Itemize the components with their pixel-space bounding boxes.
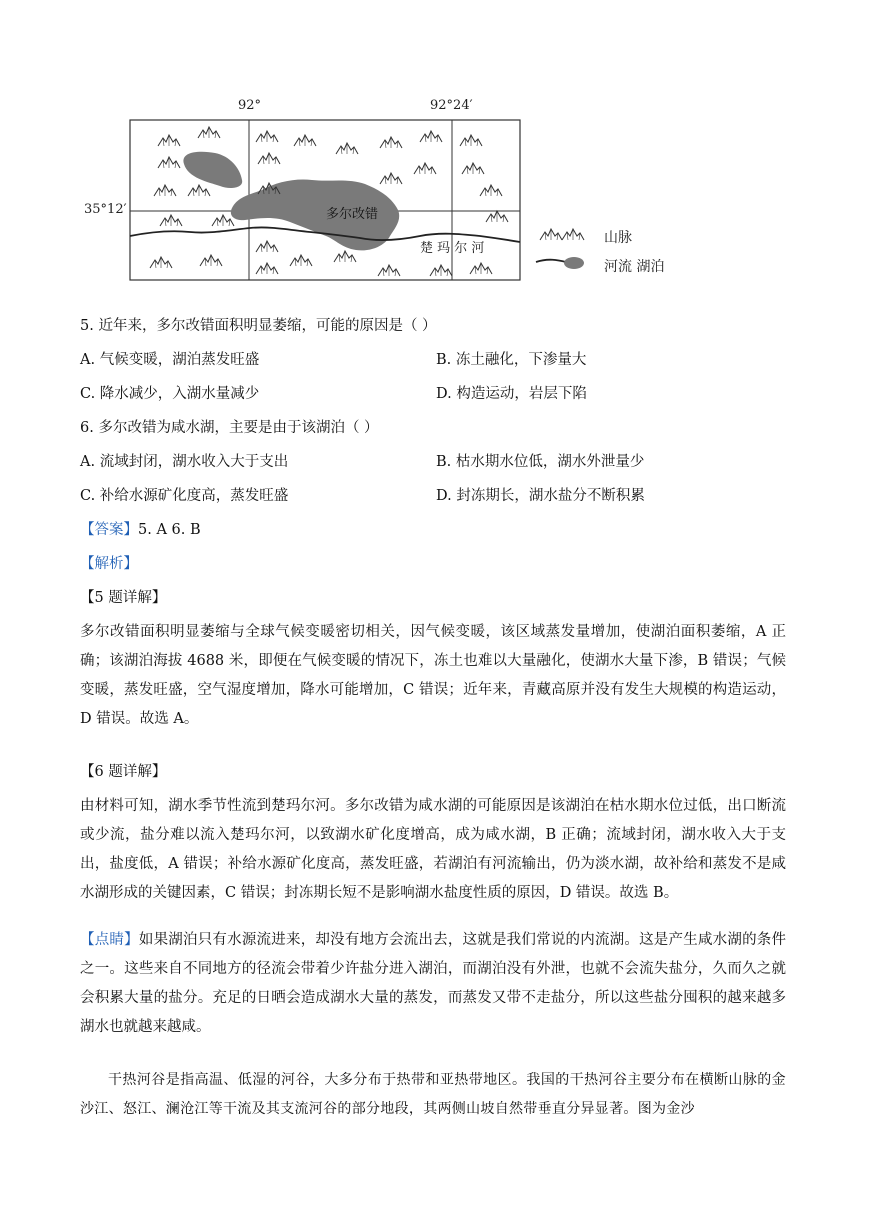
tip-tag: 【点睛】 xyxy=(80,932,139,948)
detail6-heading: 【6 题详解】 xyxy=(80,764,167,780)
answer-text: 5. A 6. B xyxy=(138,522,201,538)
q5-stem: 5. 近年来，多尔改错面积明显萎缩，可能的原因是（ ） xyxy=(80,318,437,334)
tip-paragraph xyxy=(80,926,786,1042)
q5-option-d: D. 构造运动，岩层下陷 xyxy=(436,386,587,402)
detail6-body: 由材料可知，湖水季节性流到楚玛尔河。多尔改错为咸水湖的可能原因是该湖泊在枯水期水位过低，出口断流或少流，盐分难以流入楚玛尔河，以致湖水矿化度增高，成为咸水湖，B 正确；流域封闭，湖水收入大于支出，盐度低，A 错误；补给水源矿化度高，蒸发旺盛，若湖泊有河流输出，仍为淡水湖，故补给和蒸发不是咸水湖形成的关键因素，C 错误；封冻期长短不是影响湖水盐度性质的原因，D 错误。故选 B。 xyxy=(80,798,786,901)
map-svg xyxy=(80,90,700,290)
small-lake xyxy=(183,152,242,188)
legend-mountain-label: 山脉 xyxy=(604,230,632,246)
detail5-body: 多尔改错面积明显萎缩与全球气候变暖密切相关，因气候变暖，该区域蒸发量增加，使湖泊面积萎缩，A 正确；该湖泊海拔 4688 米，即便在气候变暖的情况下，冻土也难以大量融化，使湖水大量下渗，B 错误；气候变暖，蒸发旺盛，空气湿度增加，降水可能增加，C 错误；近年来，青藏高原并没有发生大规模的构造运动，D 错误。故选 A。 xyxy=(80,624,786,727)
q6-option-b: B. 枯水期水位低，湖水外泄量少 xyxy=(436,454,645,470)
analysis-tag: 【解析】 xyxy=(80,556,138,572)
q5-option-a: A. 气候变暖，湖泊蒸发旺盛 xyxy=(80,352,260,368)
lat-label: 35°12′ xyxy=(84,202,127,217)
q5-option-c: C. 降水减少，入湖水量减少 xyxy=(80,386,260,402)
map-figure xyxy=(80,90,700,290)
answer-tag: 【答案】 xyxy=(80,522,138,538)
next-material: 干热河谷是指高温、低湿的河谷，大多分布于热带和亚热带地区。我国的干热河谷主要分布在横断山脉的金沙江、怒江、澜沧江等干流及其支流河谷的部分地段，其两侧山坡自然带垂直分异显著。图为金沙 xyxy=(80,1072,786,1117)
legend-river-lake-label: 河流 湖泊 xyxy=(604,259,665,275)
q6-option-a: A. 流域封闭，湖水收入大于支出 xyxy=(80,454,289,470)
q5-option-b: B. 冻土融化，下渗量大 xyxy=(436,352,587,368)
answer-line xyxy=(80,520,201,540)
river-label: 楚 玛 尔 河 xyxy=(420,241,485,256)
tip-body: 如果湖泊只有水源流进来，却没有地方会流出去，这就是我们常说的内流湖。这是产生咸水湖的条件之一。这些来自不同地方的径流会带着少许盐分进入湖泊，而湖泊没有外泄，也就不会流失盐分，久而久之就会积累大量的盐分。充足的日晒会造成湖水大量的蒸发，而蒸发又带不走盐分，所以这些盐分囤积的越来越多湖水也就越来越咸。 xyxy=(80,932,787,1035)
q6-option-d: D. 封冻期长，湖水盐分不断积累 xyxy=(436,488,645,504)
lon-label-left: 92° xyxy=(238,98,262,113)
q6-stem: 6. 多尔改错为咸水湖，主要是由于该湖泊（ ） xyxy=(80,420,379,436)
lake-label: 多尔改错 xyxy=(326,207,379,222)
q6-option-c: C. 补给水源矿化度高，蒸发旺盛 xyxy=(80,488,289,504)
legend xyxy=(536,229,664,275)
detail5-heading: 【5 题详解】 xyxy=(80,590,167,606)
lon-label-right: 92°24′ xyxy=(430,98,473,113)
